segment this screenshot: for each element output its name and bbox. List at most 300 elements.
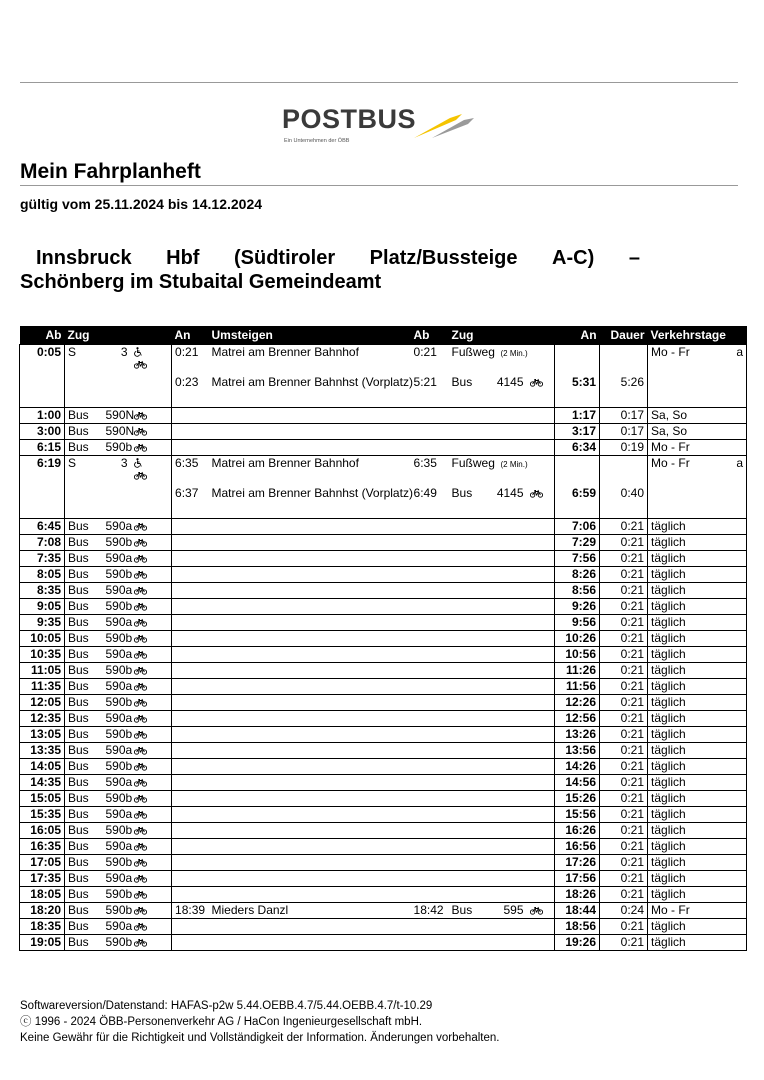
cell-umsteigen — [209, 855, 411, 871]
cell-ab2 — [411, 727, 449, 743]
cell-ab: 9:35 — [20, 615, 65, 631]
walk-duration: (2 Min.) — [500, 349, 528, 358]
cell-ab2 — [411, 855, 449, 871]
bike-icon — [134, 791, 147, 805]
cell-mode: Bus — [65, 631, 103, 647]
header-zug: Zug — [65, 326, 172, 345]
bike-icon — [134, 519, 147, 533]
cell-verkehrstage — [648, 551, 747, 567]
cell-icons — [131, 519, 172, 535]
cell-num2 — [487, 743, 527, 759]
cell-num2 — [487, 440, 527, 456]
verkehrstage-text: täglich — [651, 647, 686, 661]
bike-icon — [530, 375, 543, 389]
walk-duration: (2 Min.) — [500, 460, 528, 469]
cell-an2: 12:56 — [555, 711, 600, 727]
cell-dauer: 5:26 — [600, 373, 648, 408]
cell-verkehrstage — [648, 535, 747, 551]
cell-ab2 — [411, 535, 449, 551]
cell-dauer: 0:21 — [600, 807, 648, 823]
cell-dauer: 0:21 — [600, 647, 648, 663]
cell-mode: Bus — [65, 743, 103, 759]
cell-umsteigen: Matrei am Brenner Bahnhst (Vorplatz) — [211, 375, 413, 389]
cell-ab: 13:35 — [20, 743, 65, 759]
cell-icons — [131, 919, 172, 935]
cell-mode2: Bus — [451, 375, 473, 389]
bike-icon — [134, 839, 147, 853]
cell-icons — [131, 567, 172, 583]
cell-num2 — [487, 551, 527, 567]
cell-num2 — [487, 791, 527, 807]
cell-num2 — [487, 424, 527, 440]
bike-icon — [134, 823, 147, 837]
cell-an — [172, 935, 209, 951]
cell-icons — [131, 663, 172, 679]
cell-ab2 — [411, 711, 449, 727]
cell-ab: 15:35 — [20, 807, 65, 823]
verkehrstage-text: täglich — [651, 871, 686, 885]
bike-icon — [134, 727, 147, 741]
cell-umsteigen — [209, 535, 411, 551]
cell-num: 590b — [103, 599, 131, 615]
cell-mode: Bus — [65, 903, 103, 919]
cell-icons2 — [527, 535, 555, 551]
cell-icons2 — [527, 373, 555, 408]
cell-dauer: 0:21 — [600, 519, 648, 535]
cell-verkehrstage — [648, 424, 747, 440]
cell-an2: 17:56 — [555, 871, 600, 887]
cell-an — [172, 791, 209, 807]
cell-ab: 18:05 — [20, 887, 65, 903]
verkehrstage-text: täglich — [651, 743, 686, 757]
table-row — [20, 823, 747, 839]
cell-ab2 — [411, 408, 449, 424]
cell-mode2 — [449, 679, 487, 695]
table-row — [20, 373, 747, 408]
cell-an2: 11:56 — [555, 679, 600, 695]
verkehrstage-text: täglich — [651, 791, 686, 805]
cell-an2: 16:56 — [555, 839, 600, 855]
cell-mode2 — [449, 807, 487, 823]
cell-an2: 9:26 — [555, 599, 600, 615]
cell-mode: Bus — [65, 551, 103, 567]
cell-an2: 5:31 — [555, 373, 600, 408]
cell-icons — [131, 484, 172, 519]
cell-icons2 — [527, 887, 555, 903]
cell-umsteigen — [209, 823, 411, 839]
cell-icons — [131, 823, 172, 839]
cell-num: 590a — [103, 679, 131, 695]
cell-num2 — [487, 919, 527, 935]
cell-icons2 — [527, 551, 555, 567]
bike-icon — [134, 647, 147, 661]
bike-icon — [134, 631, 147, 645]
table-row — [20, 599, 747, 615]
cell-ab — [20, 484, 65, 519]
cell-ab2 — [411, 440, 449, 456]
cell-icons — [131, 679, 172, 695]
cell-icons — [131, 424, 172, 440]
cell-an — [172, 631, 209, 647]
table-row — [20, 903, 747, 919]
cell-mode: Bus — [65, 839, 103, 855]
cell-umsteigen — [209, 887, 411, 903]
verkehrstage-text: Sa, So — [651, 408, 688, 422]
cell-an2: 10:26 — [555, 631, 600, 647]
cell-icons — [131, 759, 172, 775]
cell-mode: Bus — [65, 535, 103, 551]
cell-an2: 13:26 — [555, 727, 600, 743]
cell-verkehrstage — [648, 599, 747, 615]
cell-icons2 — [527, 743, 555, 759]
route-line-1 — [20, 246, 640, 270]
cell-ab2 — [411, 695, 449, 711]
cell-umsteigen: Mieders Danzl — [209, 903, 411, 919]
cell-mode: Bus — [65, 711, 103, 727]
cell-dauer: 0:21 — [600, 695, 648, 711]
cell-an2: 18:56 — [555, 919, 600, 935]
cell-an2: 1:17 — [555, 408, 600, 424]
table-row — [20, 615, 747, 631]
bike-icon — [134, 919, 147, 933]
cell-mode: Bus — [65, 695, 103, 711]
cell-an: 6:37 — [172, 484, 209, 519]
note-mark: a — [736, 456, 744, 470]
table-row — [20, 567, 747, 583]
logo-text: POSTBUS — [282, 104, 417, 134]
cell-umsteigen: Matrei am Brenner Bahnhst (Vorplatz) — [211, 486, 413, 500]
cell-num2 — [487, 615, 527, 631]
cell-ab2 — [411, 887, 449, 903]
cell-an — [172, 535, 209, 551]
cell-dauer — [600, 345, 648, 374]
cell-icons2 — [527, 567, 555, 583]
cell-mode2 — [449, 519, 487, 535]
cell-icons2 — [527, 695, 555, 711]
cell-umsteigen — [209, 631, 411, 647]
cell-num2 — [487, 408, 527, 424]
cell-ab2: 18:42 — [411, 903, 449, 919]
bike-icon — [134, 408, 147, 422]
cell-an — [172, 599, 209, 615]
bike-icon — [134, 743, 147, 757]
cell-num: 590a — [103, 839, 131, 855]
cell-num: 590b — [103, 791, 131, 807]
cell-num2 — [487, 535, 527, 551]
cell-umsteigen — [209, 807, 411, 823]
table-row — [20, 855, 747, 871]
timetable-header — [20, 326, 747, 345]
cell-icons2 — [527, 583, 555, 599]
table-row — [20, 743, 747, 759]
cell-icons2 — [527, 631, 555, 647]
cell-num: 590N — [103, 408, 131, 424]
cell-verkehrstage — [648, 615, 747, 631]
cell-umsteigen: Matrei am Brenner Bahnhof — [209, 456, 411, 485]
cell-ab: 10:05 — [20, 631, 65, 647]
cell-num2 — [487, 727, 527, 743]
cell-ab2: 5:21 — [413, 375, 437, 389]
cell-dauer: 0:17 — [600, 424, 648, 440]
cell-mode2 — [449, 535, 487, 551]
cell-verkehrstage — [648, 484, 747, 519]
cell-an — [172, 887, 209, 903]
cell-dauer: 0:21 — [600, 679, 648, 695]
cell-icons2 — [527, 440, 555, 456]
cell-verkehrstage — [648, 345, 747, 374]
cell-ab2 — [411, 519, 449, 535]
cell-ab2 — [411, 599, 449, 615]
cell-ab: 13:05 — [20, 727, 65, 743]
cell-mode: Bus — [65, 791, 103, 807]
table-row — [20, 519, 747, 535]
cell-mode2 — [449, 615, 487, 631]
cell-icons — [131, 615, 172, 631]
cell-icons2 — [527, 791, 555, 807]
cell-umsteigen — [209, 551, 411, 567]
cell-umsteigen — [209, 919, 411, 935]
cell-ab2 — [411, 791, 449, 807]
cell-mode2 — [449, 935, 487, 951]
cell-num: 590a — [103, 743, 131, 759]
cell-ab: 6:19 — [20, 456, 65, 485]
cell-verkehrstage — [648, 647, 747, 663]
cell-num2 — [487, 631, 527, 647]
header-ab: Ab — [20, 326, 65, 345]
cell-an2: 18:44 — [555, 903, 600, 919]
cell-verkehrstage — [648, 373, 747, 408]
verkehrstage-text: täglich — [651, 519, 686, 533]
cell-an2: 10:56 — [555, 647, 600, 663]
cell-num — [103, 373, 131, 408]
footer — [20, 998, 499, 1046]
cell-an — [172, 615, 209, 631]
table-row — [20, 839, 747, 855]
verkehrstage-text: täglich — [651, 679, 686, 693]
cell-mode2 — [449, 855, 487, 871]
cell-an2: 15:26 — [555, 791, 600, 807]
cell-mode: Bus — [65, 807, 103, 823]
cell-verkehrstage — [648, 935, 747, 951]
cell-mode: Bus — [65, 519, 103, 535]
cell-dauer: 0:21 — [600, 535, 648, 551]
header-an: An — [172, 326, 209, 345]
validity-text: gültig vom 25.11.2024 bis 14.12.2024 — [20, 196, 263, 212]
cell-mode2 — [449, 663, 487, 679]
cell-dauer: 0:21 — [600, 551, 648, 567]
cell-an2: 11:26 — [555, 663, 600, 679]
cell-num2 — [487, 519, 527, 535]
cell-ab: 3:00 — [20, 424, 65, 440]
cell-mode: Bus — [65, 599, 103, 615]
cell-an — [172, 743, 209, 759]
cell-mode: Bus — [65, 647, 103, 663]
cell-mode: Bus — [65, 727, 103, 743]
cell-dauer: 0:21 — [600, 823, 648, 839]
logo-swoosh-icon — [412, 110, 474, 140]
cell-umsteigen — [209, 759, 411, 775]
table-row — [20, 535, 747, 551]
cell-icons2 — [527, 855, 555, 871]
header-dauer: Dauer — [600, 326, 648, 345]
cell-verkehrstage — [648, 871, 747, 887]
cell-mode2 — [449, 727, 487, 743]
cell-mode2 — [449, 631, 487, 647]
table-row — [20, 440, 747, 456]
cell-icons2 — [527, 424, 555, 440]
verkehrstage-text: täglich — [651, 567, 686, 581]
bike-icon — [134, 679, 147, 693]
cell-num: 590b — [103, 663, 131, 679]
cell-icons2 — [527, 807, 555, 823]
cell-ab: 16:35 — [20, 839, 65, 855]
cell-mode2 — [449, 791, 487, 807]
cell-mode — [65, 373, 103, 408]
cell-num: 590a — [103, 871, 131, 887]
cell-mode: Bus — [65, 887, 103, 903]
cell-an2: 13:56 — [555, 743, 600, 759]
verkehrstage-text: täglich — [651, 807, 686, 821]
cell-num: 590N — [103, 424, 131, 440]
cell-ab: 18:20 — [20, 903, 65, 919]
table-row — [20, 727, 747, 743]
cell-an2: 7:56 — [555, 551, 600, 567]
cell-num2 — [487, 775, 527, 791]
cell-verkehrstage — [648, 711, 747, 727]
cell-verkehrstage — [648, 631, 747, 647]
verkehrstage-text: täglich — [651, 935, 686, 949]
cell-mode: Bus — [65, 615, 103, 631]
cell-an2: 16:26 — [555, 823, 600, 839]
cell-mode: Bus — [65, 759, 103, 775]
cell-mode: Bus — [65, 871, 103, 887]
cell-umsteigen — [209, 679, 411, 695]
cell-ab2 — [411, 871, 449, 887]
cell-mode — [65, 484, 103, 519]
bike-icon — [134, 615, 147, 629]
cell-ab: 0:05 — [20, 345, 65, 374]
cell-umsteigen: Matrei am Brenner Bahnhof — [209, 345, 411, 374]
cell-num2 — [487, 695, 527, 711]
cell-mode: Bus — [65, 440, 103, 456]
cell-dauer: 0:21 — [600, 791, 648, 807]
cell-num: 590a — [103, 583, 131, 599]
cell-icons2 — [527, 711, 555, 727]
cell-verkehrstage — [648, 759, 747, 775]
cell-dauer: 0:21 — [600, 919, 648, 935]
cell-num: 590b — [103, 631, 131, 647]
footer-copyright: ⓒ 1996 - 2024 ÖBB-Personenverkehr AG / HaCon Ingenieurgesellschaft mbH. — [20, 1016, 423, 1028]
cell-ab2 — [411, 775, 449, 791]
cell-an2: 7:06 — [555, 519, 600, 535]
bike-icon — [530, 486, 543, 500]
verkehrstage-text: täglich — [651, 695, 686, 709]
cell-ab2: 6:49 — [413, 486, 437, 500]
bike-icon — [134, 424, 147, 438]
cell-verkehrstage — [648, 440, 747, 456]
cell-an — [172, 775, 209, 791]
cell-num2 — [487, 583, 527, 599]
cell-ab: 11:05 — [20, 663, 65, 679]
cell-an: 0:21 — [172, 345, 209, 374]
header-an2: An — [555, 326, 600, 345]
cell-an2 — [555, 345, 600, 374]
cell-mode2 — [449, 583, 487, 599]
cell-dauer: 0:17 — [600, 408, 648, 424]
cell-an — [172, 567, 209, 583]
bike-icon — [134, 357, 147, 371]
cell-icons — [131, 855, 172, 871]
cell-verkehrstage — [648, 743, 747, 759]
verkehrstage-text: täglich — [651, 855, 686, 869]
cell-dauer: 0:21 — [600, 615, 648, 631]
table-row — [20, 551, 747, 567]
note-mark: a — [736, 345, 744, 359]
cell-verkehrstage — [648, 903, 747, 919]
cell-icons — [131, 408, 172, 424]
cell-ab2: 0:21 — [411, 345, 449, 374]
cell-icons2 — [527, 679, 555, 695]
cell-verkehrstage — [648, 855, 747, 871]
cell-an — [172, 759, 209, 775]
cell-icons2 — [527, 903, 555, 919]
cell-an: 6:35 — [172, 456, 209, 485]
bike-icon — [134, 855, 147, 869]
cell-ab2 — [411, 583, 449, 599]
cell-an — [172, 440, 209, 456]
cell-mode2 — [449, 871, 487, 887]
timetable — [19, 326, 747, 951]
cell-verkehrstage — [648, 839, 747, 855]
cell-verkehrstage — [648, 519, 747, 535]
cell-icons — [131, 551, 172, 567]
bike-icon — [134, 695, 147, 709]
cell-icons2 — [527, 519, 555, 535]
cell-num: 590a — [103, 519, 131, 535]
cell-mode: Bus — [65, 855, 103, 871]
cell-ab: 1:00 — [20, 408, 65, 424]
cell-umsteigen — [209, 695, 411, 711]
cell-an2: 7:29 — [555, 535, 600, 551]
cell-dauer: 0:40 — [600, 484, 648, 519]
cell-mode: Bus — [65, 408, 103, 424]
cell-ab: 7:08 — [20, 535, 65, 551]
footer-disclaimer: Keine Gewähr für die Richtigkeit und Vollständigkeit der Information. Änderungen vorbehalten. — [20, 1032, 500, 1044]
verkehrstage-text: täglich — [651, 759, 686, 773]
cell-dauer: 0:21 — [600, 775, 648, 791]
verkehrstage-text: täglich — [651, 775, 686, 789]
cell-verkehrstage — [648, 727, 747, 743]
table-row — [20, 791, 747, 807]
cell-an2: 19:26 — [555, 935, 600, 951]
verkehrstage-text: täglich — [651, 615, 686, 629]
cell-an2 — [555, 456, 600, 485]
cell-an — [172, 647, 209, 663]
cell-num — [103, 484, 131, 519]
cell-an — [172, 519, 209, 535]
table-row — [20, 456, 747, 485]
cell-umsteigen — [209, 727, 411, 743]
bike-icon — [134, 887, 147, 901]
bike-icon — [134, 599, 147, 613]
cell-mode: S — [65, 456, 103, 485]
cell-icons2 — [527, 871, 555, 887]
cell-umsteigen — [209, 440, 411, 456]
footer-version: Softwareversion/Datenstand: HAFAS-p2w 5.44.OEBB.4.7/5.44.OEBB.4.7/t-10.29 — [20, 1000, 433, 1012]
cell-mode: Bus — [65, 663, 103, 679]
header-umsteigen: Umsteigen — [209, 326, 411, 345]
cell-mode2: Bus — [449, 903, 487, 919]
